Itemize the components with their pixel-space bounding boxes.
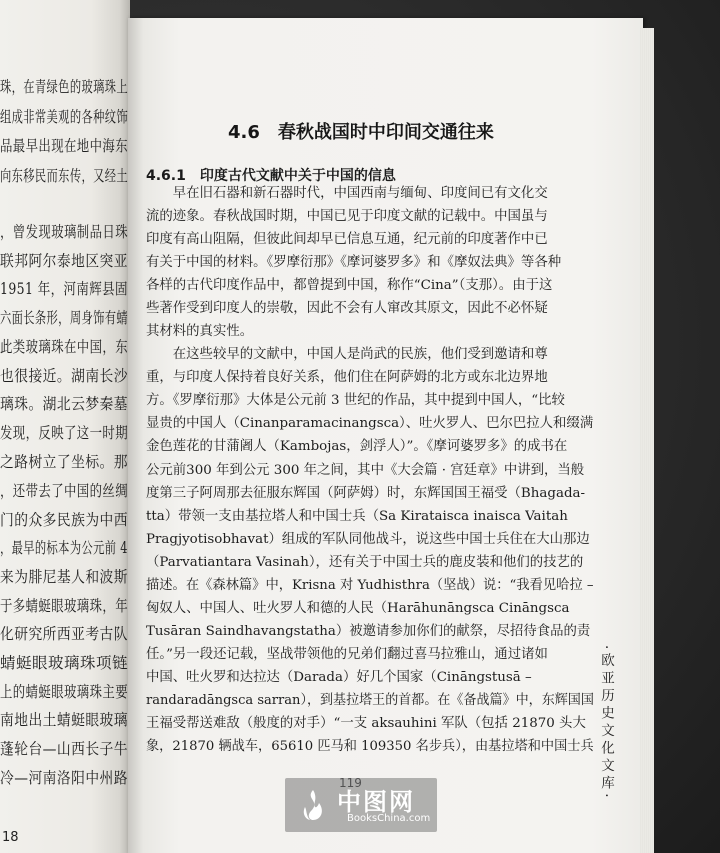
body-line: 流的迹象。春秋战国时期，中国已见于印度文献的记载中。中国虽与 (146, 209, 548, 225)
left-page-line: 于多蜻蜓眼玻璃珠，年 (0, 597, 129, 615)
section-title: 4.6 春秋战国时中印间交通往来 (228, 122, 494, 143)
watermark (285, 778, 437, 832)
body-line: 早在旧石器和新石器时代，中国西南与缅甸、印度间已有文化交 (146, 186, 548, 201)
left-page-line: 南地出土蜻蜓眼玻璃 (0, 711, 129, 729)
left-page-line: 品最早出现在地中海东 (0, 137, 129, 155)
page-edge-stack (640, 28, 654, 853)
left-page-line: ，还带去了中国的丝绸 (0, 482, 129, 500)
left-page-line: 门的众多民族为中西 (0, 511, 129, 529)
left-page-line: 蓬轮台—山西长子牛 (0, 740, 129, 758)
body-line: 显贵的中国人（Cinanparamacinangsca）、吐火罗人、巴尔巴拉人和缀满 (146, 416, 594, 432)
left-page-line: 六面长条形，周身饰有蜻 (0, 309, 129, 327)
left-page-line: 化研究所西亚考古队 (0, 625, 129, 643)
body-line: Pragjyotisobhavat）组成的军队同他战斗，说这些中国士兵住在大山那边 (146, 531, 590, 547)
left-page-line: 此类玻璃珠在中国，东 (0, 338, 129, 356)
flame-logo-icon (295, 787, 331, 823)
left-page (0, 0, 130, 853)
watermark-text: 中图网 (337, 788, 415, 816)
left-page-line: 来为腓尼基人和波斯 (0, 568, 129, 586)
body-line: 中国、吐火罗和达拉达（Darada）好几个国家（Cināngstusā – (146, 669, 532, 685)
body-line: 公元前300 年到公元 300 年之间，其中《大会篇 · 宫廷章》中讲到，当般 (146, 462, 585, 478)
left-page-line: 之路树立了坐标。那 (0, 453, 129, 471)
body-line: 其材料的真实性。 (146, 324, 254, 340)
body-line: 度第三子阿周那去征服东辉国（阿萨姆）时，东辉国国王福受（Bhagada- (146, 485, 586, 501)
left-page-line: 蜻蜓眼玻璃珠项链 (0, 654, 129, 672)
body-line: 方。《罗摩衍那》大体是公元前 3 世纪的作品，其中提到中国人，“比较 (146, 393, 565, 409)
body-line: 些著作受到印度人的崇敬，因此不会有人窜改其原文，因此不必怀疑 (146, 301, 548, 317)
left-page-line: ，曾发现玻璃制品日珠 (0, 223, 129, 241)
body-line: Tusāran Saindhavangstatha）被邀请参加你们的献祭，尽招待食品的责 (146, 623, 591, 639)
body-line: randaradāngsca sarran），到基拉塔王的首都。在《备战篇》中，东辉国国 (146, 692, 594, 708)
body-line: 金色莲花的甘蒲阇人（Kambojas，剑浮人）”。《摩诃婆罗多》的成书在 (146, 439, 568, 455)
left-page-line: ，最早的标本为公元前 4 (0, 539, 128, 557)
body-line: 王福受帮送难敌（般度的对手）“一支 aksauhini 军队（包括 21870 头大 (146, 715, 586, 731)
left-page-line: 1951 年，河南辉县固 (0, 280, 128, 298)
left-page-line: 上的蜻蜓眼玻璃珠主要 (0, 683, 129, 701)
subsection-title: 4.6.1 印度古代文献中关于中国的信息 (146, 168, 396, 184)
body-line: 匈奴人、中国人、吐火罗人和德的人民（Harāhunāngsca Cināngsca (146, 600, 570, 616)
left-page-line: 也很接近。湖南长沙 (0, 367, 129, 385)
body-line: 描述。在《森林篇》中，Krisna 对 Yudhisthra（坚战）说：“我看见哈拉 – (146, 577, 594, 593)
body-line: tta）带领一支由基拉塔人和中国士兵（Sa Kirataisca inaisca Vaitah (146, 508, 568, 524)
body-line: 象，21870 辆战车，65610 匹马和 109350 名步兵），由基拉塔和中国士兵 (146, 739, 594, 754)
left-page-line: 冷—河南洛阳中州路 (0, 769, 129, 787)
body-line: 各样的古代印度作品中，都曾提到中国，称作“Cina”（支那）。由于这 (146, 278, 553, 294)
left-page-line: 联邦阿尔泰地区突亚 (0, 252, 129, 270)
left-page-line: 向东移民而东传，又经土 (0, 167, 129, 185)
body-line: 重，与印度人保持着良好关系，他们住在阿萨姆的北方或东北边界地 (146, 370, 548, 386)
body-line: 印度有高山阻隔，但彼此间却早已信息互通，纪元前的印度著作中已 (146, 232, 548, 248)
left-page-line: 组成非常美观的各种纹饰 (0, 108, 129, 126)
series-label: ·欧亚历史文化文库· (598, 645, 614, 802)
body-line: 有关于中国的材料。《罗摩衍那》《摩诃婆罗多》和《摩奴法典》等各种 (146, 255, 562, 271)
left-page-number: 18 (2, 830, 19, 845)
body-line: 任。”另一段还记载，坚战带领他的兄弟们翻过喜马拉雅山，通过诸如 (146, 646, 548, 662)
watermark-url: BooksChina.com (347, 813, 431, 824)
left-page-line: 珠，在青绿色的玻璃珠上 (0, 78, 129, 96)
body-line: 在这些较早的文献中，中国人是尚武的民族，他们受到邀请和尊 (146, 347, 548, 363)
body-line: （Parvatiantara Vasinah），还有关于中国士兵的鹿皮装和他们的技艺的 (146, 554, 584, 570)
left-page-line: 璃珠。湖北云梦秦墓 (0, 395, 129, 413)
left-page-line: 发现，反映了这一时期 (0, 424, 129, 442)
